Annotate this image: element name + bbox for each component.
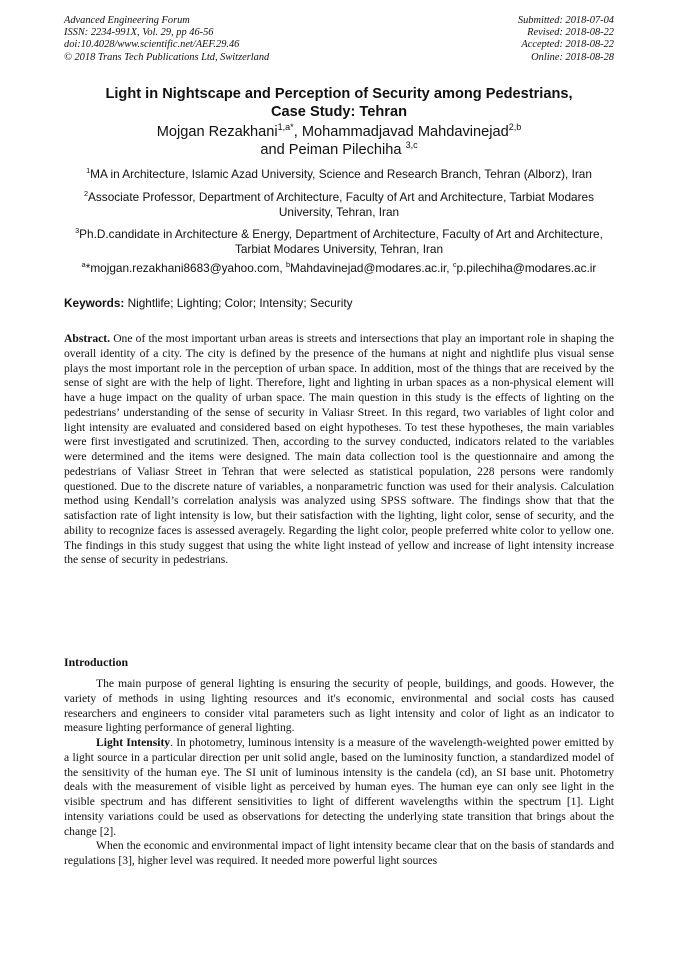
copyright: © 2018 Trans Tech Publications Ltd, Switzerland [64, 51, 270, 63]
email-c-mark: c [452, 260, 457, 270]
author-list [64, 123, 614, 159]
affiliation-1-text: MA in Architecture, Islamic Azad University, Science and Research Branch, Tehran (Alborz), Iran [90, 167, 592, 181]
authors-line-2: and Peiman Pilechiha $^{3,c}$ [260, 140, 418, 158]
author-2-affil: 2,b [508, 122, 522, 133]
keywords-text: Nightlife; Lighting; Color; Intensity; Security [127, 296, 353, 310]
abstract [64, 332, 614, 568]
accepted-date: Accepted: 2018-08-22 [521, 39, 614, 51]
abstract-label: Abstract. [64, 332, 111, 345]
affiliation-2-mark: 2 [83, 189, 89, 199]
author-2: Mohammadjavad Mahdavinejad [301, 124, 509, 140]
publication-info [64, 15, 269, 64]
keywords-label: Keywords: [64, 296, 125, 310]
title-line-1: Light in Nightscape and Perception of Security among Pedestrians, [105, 86, 573, 102]
online-date: Online: 2018-08-28 [531, 51, 614, 63]
email-b[interactable]: Mahdavinejad@modares.ac.ir, [290, 261, 450, 275]
affiliation-1-mark: 1 [86, 166, 91, 176]
affiliation-3-mark: 3 [75, 226, 80, 236]
paper-title [64, 85, 614, 121]
intro-paragraph-2-text: . In photometry, luminous intensity is a measure of the wavelength-weighted power emitted by a light source in a particular direction per unit solid angle, based on the luminosity function, a standardized model of the sensitivity of the human eye. The SI unit of luminous intensity is the candela (cd), an SI base unit. Photometry deals with the measurement of visible light as perceived by human eyes. The human eye can only see light in the visible spectrum and has different sensitivities to light of different wavelengths within the spectrum [1]. Light intensity variations could be used as observations for detecting the underlying state transition that brings about the change [2]. [64, 736, 614, 838]
authors-line-1: Mojgan Rezakhani$^{1,a*}$, Mohammadjavad Mahdavinejad$^{2,b}$ [156, 122, 522, 140]
author-1: Mojgan Rezakhani [156, 124, 278, 140]
email-a[interactable]: *mojgan.rezakhani8683@yahoo.com, [85, 261, 283, 275]
submitted-date: Submitted: 2018-07-04 [517, 15, 614, 26]
email-b-mark: b [285, 260, 290, 270]
author-3-affil: 3,c [405, 140, 418, 151]
affiliation-2 [64, 190, 614, 220]
affiliation-3-text: Ph.D.candidate in Architecture & Energy, Department of Architecture, Faculty of Art and Architecture, Tarbiat Modares University, Tehran, Iran [79, 227, 603, 256]
publication-dates [518, 15, 614, 64]
author-3: Peiman Pilechiha [288, 142, 402, 158]
introduction-body [64, 677, 614, 869]
email-a-mark: a [81, 260, 86, 270]
light-intensity-label: Light Intensity [96, 736, 171, 749]
author-emails [64, 261, 614, 276]
doi: doi:10.4028/www.scientific.net/AEF.29.46 [64, 39, 240, 51]
journal-name: Advanced Engineering Forum [64, 15, 190, 26]
affiliation-3 [64, 227, 614, 257]
revised-date: Revised: 2018-08-22 [527, 27, 614, 39]
introduction-heading: Introduction [64, 655, 129, 669]
affiliation-2-text: Associate Professor, Department of Architecture, Faculty of Art and Architecture, Tarbiat Modares University, Tehran, Iran [88, 190, 595, 219]
issn-volume: ISSN: 2234-991X, Vol. 29, pp 46-56 [64, 27, 214, 39]
email-c[interactable]: p.pilechiha@modares.ac.ir [456, 261, 597, 275]
abstract-text: One of the most important urban areas is streets and intersections that play an important role in shaping the overall identity of a city. The city is defined by the presence of the humans at night and nightlife plus visual sense plays the most important role in the perception of urban space. In addition, most of the things that are received by the sense of sight are with the help of light. Therefore, light and lighting in urban spaces as a non-physical element will have a huge impact on the quality of urban space. The main question in this study is the effects of lighting on the pedestrians’ understanding of the sense of security in Valiasr Street. In this regard, two variables of light color and light intensity are evaluated and considered based on eight hypotheses. To test these hypotheses, the main variables were first investigated and scrutinized. Then, according to the survey conducted, indicators related to the variables were determined and the items were designed. The main data collection tool is the questionnaire and among the pedestrians of Valiasr Street in Tehran that were selected as statistical population, 228 persons were randomly questioned. Due to the discrete nature of variables, a nonparametric function was used for their analysis. Calculation method using Kendall’s correlation analysis was analyzed using SPSS software. The findings show that that the satisfaction rate of light intensity is low, but their satisfaction with the lighting, light color, sense of security, and the ability to recognize faces is assessed averagely. Regarding the light color, people preferred white color to yellow one. The findings in this study suggest that using the white light instead of yellow and increase of light intensity increase the sense of security in pedestrians. [64, 332, 614, 567]
title-line-2: Case Study: Tehran [271, 104, 407, 120]
author-1-affil: 1,a* [277, 122, 294, 133]
keywords [64, 296, 614, 311]
intro-paragraph-2 [64, 736, 614, 839]
intro-paragraph-1: The main purpose of general lighting is ensuring the security of people, buildings, and goods. However, the variety of methods in using lighting resources and it's economic, environmental and social costs has caused researchers and engineers to consider vital parameters such as light intensity and color of light as an indicator to measure lighting performance of general lighting. [64, 677, 614, 735]
intro-paragraph-3: When the economic and environmental impact of light intensity became clear that on the basis of standards and regulations [3], higher level was required. It needed more powerful light sources [64, 839, 614, 867]
affiliation-1 [64, 167, 614, 182]
